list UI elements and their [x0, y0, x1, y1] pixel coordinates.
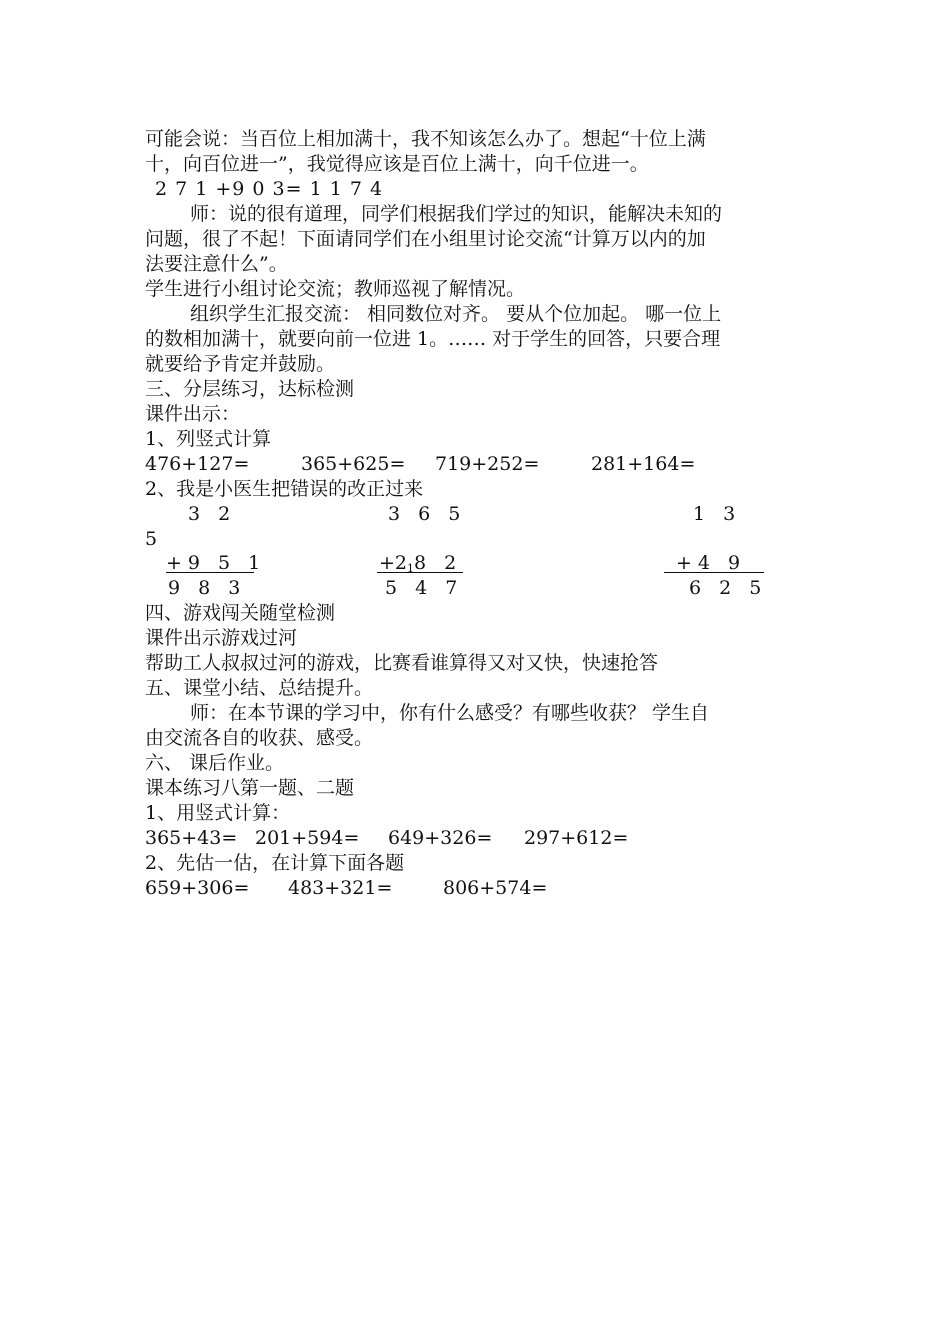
- text-line: 2、我是小医生把错误的改正过来: [145, 478, 424, 500]
- vertical-top-number: 3 6 5: [388, 503, 467, 525]
- exercise-item: 649+326=: [388, 827, 493, 849]
- vertical-result: 5 4 7: [385, 577, 464, 599]
- text-line: 的数相加满十，就要向前一位进 1。…… 对于学生的回答，只要合理: [145, 328, 721, 350]
- exercise-item: 281+164=: [591, 453, 696, 475]
- text-line: 师：说的很有道理，同学们根据我们学过的知识，能解决未知的: [190, 203, 723, 225]
- text-line: 1、用竖式计算：: [145, 802, 291, 824]
- exercise-item: 659+306=: [145, 877, 250, 899]
- sum-line: [166, 572, 254, 573]
- text-line: 2、先估一估，在计算下面各题: [145, 852, 405, 874]
- section-heading: 六、 课后作业。: [145, 752, 285, 774]
- vertical-addend: $+2_18$ 2: [379, 552, 463, 575]
- exercise-item: 201+594=: [255, 827, 360, 849]
- vertical-result: 6 2 5: [689, 577, 768, 599]
- sum-line: [664, 572, 764, 573]
- text-line: 帮助工人叔叔过河的游戏，比赛看谁算得又对又快，快速抢答: [145, 652, 659, 674]
- exercise-item: 476+127=: [145, 453, 250, 475]
- exercise-item: 719+252=: [435, 453, 540, 475]
- section-heading: 四、游戏闯关随堂检测: [145, 602, 336, 624]
- text-line: 学生进行小组讨论交流；教师巡视了解情况。: [145, 278, 526, 300]
- text-line: 问题，很了不起！下面请同学们在小组里讨论交流“计算万以内的加: [145, 228, 706, 250]
- vertical-top-number-wrap: 5: [145, 528, 158, 550]
- vertical-top-number: 1 3: [693, 503, 742, 525]
- section-heading: 五、课堂小结、总结提升。: [145, 677, 374, 699]
- text-line: 1、列竖式计算: [145, 428, 272, 450]
- text-line: 课本练习八第一题、二题: [145, 777, 355, 799]
- exercise-item: 365+625=: [301, 453, 406, 475]
- text-line: 课件出示游戏过河: [145, 627, 298, 649]
- exercise-item: 483+321=: [288, 877, 393, 899]
- text-line: 课件出示：: [145, 403, 241, 425]
- section-heading: 三、分层练习，达标检测: [145, 378, 355, 400]
- text-line: 师：在本节课的学习中，你有什么感受？有哪些收获？ 学生自: [190, 702, 710, 724]
- text-line: 就要给予肯定并鼓励。: [145, 353, 336, 375]
- exercise-item: 806+574=: [443, 877, 548, 899]
- equation-line: 2 7 1 +9 0 3= 1 1 7 4: [155, 178, 384, 200]
- sum-line: [377, 572, 463, 573]
- vertical-result: 9 8 3: [168, 577, 247, 599]
- text-line: 由交流各自的收获、感受。: [145, 727, 374, 749]
- exercise-item: 297+612=: [524, 827, 629, 849]
- text-line: 法要注意什么”。: [145, 253, 288, 275]
- vertical-addend: +4 9: [676, 552, 747, 574]
- vertical-addend: +9 5 1: [166, 552, 267, 574]
- text-line: 十，向百位进一”，我觉得应该是百位上满十，向千位进一。: [145, 153, 649, 175]
- vertical-top-number: 3 2: [188, 503, 237, 525]
- exercise-item: 365+43=: [145, 827, 238, 849]
- text-line: 组织学生汇报交流： 相同数位对齐。 要从个位加起。 哪一位上: [190, 303, 722, 325]
- text-line: 可能会说：当百位上相加满十，我不知该怎么办了。想起“十位上满: [145, 128, 706, 150]
